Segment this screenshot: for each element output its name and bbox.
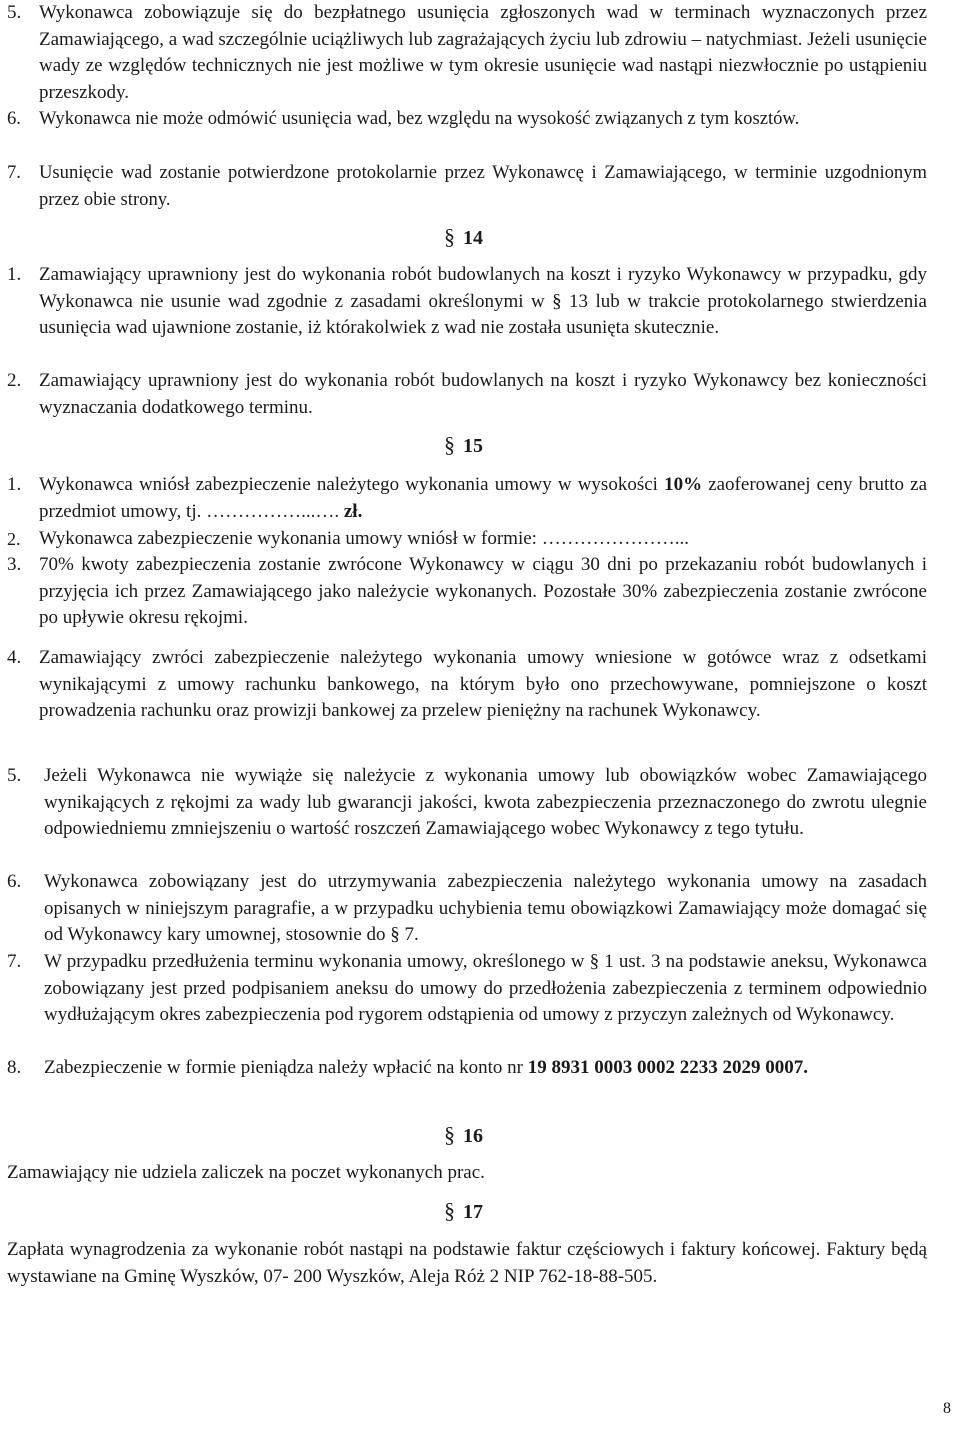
item-text: Zamawiający zwróci zabezpieczenie należytego wykonania umowy wniesione w gotówce wraz z odsetkami wynikającymi z umowy rachunku bankowego, na którym było ono przechowywane, pomniejszone o koszt prowadzenia rachunku oraz prowizji bankowej za przelew pieniężny na rachunek Wykonawcy.: [39, 647, 927, 722]
item-text: [7, 1055, 927, 1082]
item-text: Usunięcie wad zostanie potwierdzone protokolarnie przez Wykonawcę i Zamawiającego, w terminie uzgodnionym przez obie strony.: [39, 162, 927, 210]
item-number: 2.: [7, 370, 22, 391]
currency-unit: zł.: [343, 500, 363, 522]
list-item: [7, 526, 927, 553]
item-text: Zamawiający uprawniony jest do wykonania robót budowlanych na koszt i ryzyko Wykonawcy w przypadku, gdy Wykonawca nie usunie wad zgodnie z zasadami określonymi w § 13 lub w trakcie protokolarnego stwierdzenia usunięcia wad ujawnione zostanie, iż którakolwiek z wad nie została usunięta skutecznie.: [39, 264, 927, 339]
item-text-part: zaoferowanej ceny brutto za przedmiot umowy, tj. ……………...….: [39, 474, 928, 522]
item-text: Jeżeli Wykonawca nie wywiąże się należycie z wykonania umowy lub obowiązków wobec Zamawiającego wynikających z rękojmi za wady lub gwarancji jakości, kwota zabezpieczenia przeznaczonego do zwrotu ulegnie odpowiedniemu zmniejszeniu o wartość roszczeń Zamawiającego wobec Wykonawcy z tego tytułu.: [44, 765, 927, 840]
item-text: W przypadku przedłużenia terminu wykonania umowy, określonego w § 1 ust. 3 na podstawie aneksu, Wykonawca zobowiązany jest przed podpisaniem aneksu do umowy do przedłożenia zabezpieczenia z terminem odpowiednio wydłużającym okres zabezpieczenia pod rygorem odstąpienia od umowy z przyczyn zależnych od Wykonawcy.: [44, 951, 927, 1026]
section-16-text: Zamawiający nie udziela zaliczek na poczet wykonanych prac.: [7, 1162, 485, 1183]
item-number: 3.: [7, 554, 22, 575]
page-number: 8: [943, 1400, 951, 1418]
item-text: Wykonawca zobowiązany jest do utrzymywania zabezpieczenia należytego wykonania umowy na zasadach opisanych w niniejszym paragrafie, a w przypadku uchybienia temu obowiązkowi Zamawiający może domagać się od Wykonawcy kary umownej, stosownie do § 7.: [44, 871, 927, 946]
section-symbol: §: [444, 1122, 455, 1147]
section-heading-14: [0, 224, 927, 252]
list-item: [7, 472, 927, 525]
list-item: [7, 106, 927, 133]
section-number: 14: [463, 227, 483, 249]
item-text: Wykonawca zabezpieczenie wykonania umowy wniósł w formie: …………………...: [39, 528, 689, 549]
section-heading-15: [0, 432, 927, 460]
item-number: 6.: [7, 871, 22, 892]
item-text-part: Wykonawca wniósł zabezpieczenie należytego wykonania umowy w wysokości: [39, 474, 665, 495]
section-symbol: §: [444, 432, 455, 457]
item-text: Wykonawca zobowiązuje się do bezpłatnego usunięcia zgłoszonych wad w terminach wyznaczonych przez Zamawiającego, a wad szczególnie uciążliwych lub zagrażających życiu lub zdrowiu – natychmiast. Jeżeli usunięcie wady ze względów technicznych nie jest możliwe w tym okresie usunięcie wad nastąpi niezwłocznie po ustąpieniu przeszkody.: [39, 2, 927, 103]
item-number: 1.: [7, 474, 22, 495]
item-number: 5.: [7, 765, 22, 786]
section-symbol: §: [444, 224, 455, 249]
list-item: [7, 763, 927, 843]
list-item: [7, 645, 927, 725]
item-text: [7, 472, 927, 525]
item-number: 1.: [7, 264, 22, 285]
list-item: [7, 262, 927, 342]
item-text: 70% kwoty zabezpieczenia zostanie zwrócone Wykonawcy w ciągu 30 dni po przekazaniu robót budowlanych i przyjęcia ich przez Zamawiającego jako należycie wykonanych. Pozostałe 30% zabezpieczenia zostanie zwrócone po upływie okresu rękojmi.: [39, 554, 927, 629]
item-number: 7.: [7, 162, 21, 183]
list-item: [7, 0, 927, 106]
section-number: 16: [463, 1125, 483, 1147]
list-item: [7, 869, 927, 949]
section-number: 15: [463, 435, 483, 457]
list-item: [7, 552, 927, 632]
section-17-text: Zapłata wynagrodzenia za wykonanie robót nastąpi na podstawie faktur częściowych i faktury końcowej. Faktury będą wystawiane na Gminę Wyszków, 07- 200 Wyszków, Aleja Róż 2 NIP 762-18-88-505.: [7, 1239, 927, 1287]
list-item: [7, 368, 927, 421]
item-number: 8.: [7, 1057, 22, 1078]
section-heading-16: [0, 1122, 927, 1150]
list-item: [7, 160, 927, 213]
list-item: [7, 949, 927, 1029]
section-heading-17: [0, 1198, 927, 1226]
section-number: 17: [463, 1201, 483, 1223]
item-text: Wykonawca nie może odmówić usunięcia wad, bez względu na wysokość związanych z tym kosztów.: [39, 108, 800, 129]
item-number: 7.: [7, 951, 22, 972]
section-symbol: §: [444, 1198, 455, 1223]
item-number: 4.: [7, 647, 22, 668]
item-number: 5.: [7, 2, 22, 23]
item-number: 6.: [7, 108, 21, 129]
item-text: Zamawiający uprawniony jest do wykonania robót budowlanych na koszt i ryzyko Wykonawcy bez konieczności wyznaczania dodatkowego terminu.: [39, 370, 927, 418]
percentage-value: 10%: [664, 474, 703, 495]
list-item: [7, 1055, 927, 1082]
bank-account-number: 19 8931 0003 0002 2233 2029 0007.: [527, 1057, 808, 1078]
item-number: 2.: [7, 529, 21, 549]
item-text-part: Zabezpieczenie w formie pieniądza należy wpłacić na konto nr: [44, 1057, 528, 1078]
